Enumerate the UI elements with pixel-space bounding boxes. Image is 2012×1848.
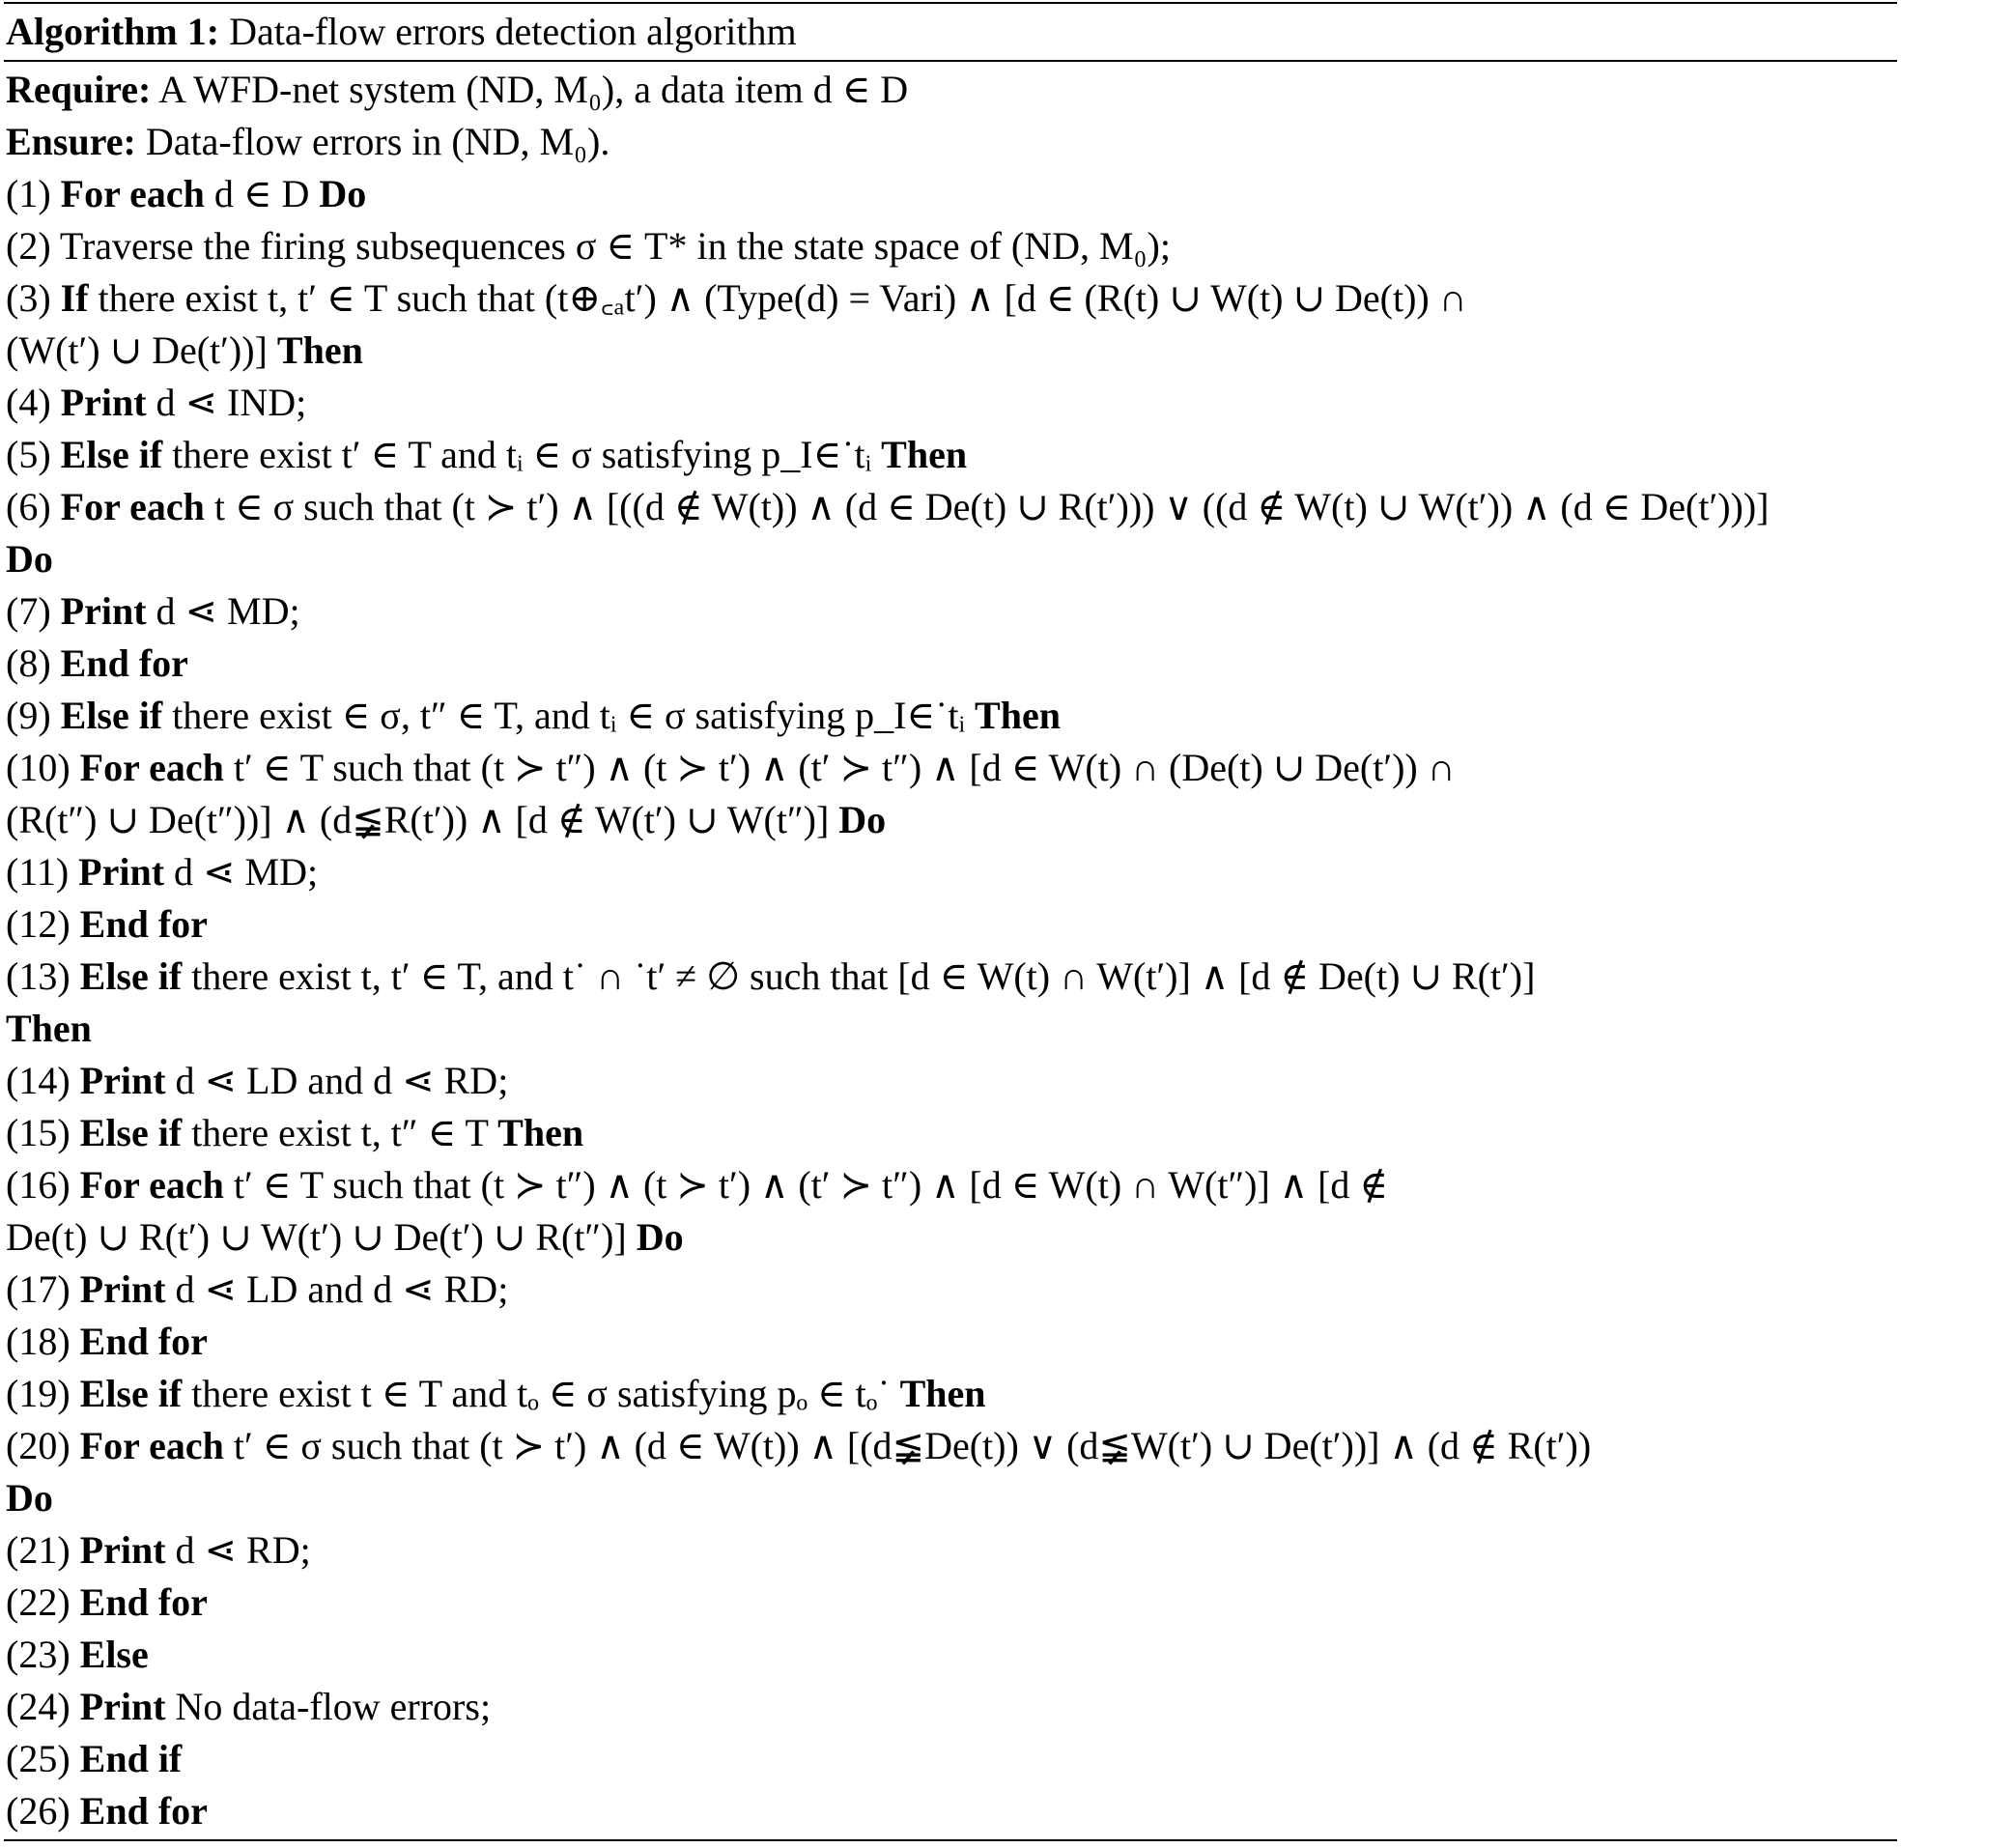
keyword: Ensure:: [6, 120, 136, 163]
line-text: (24): [6, 1685, 80, 1728]
keyword: Else if: [60, 433, 163, 476]
line-text: (9): [6, 694, 61, 737]
line-text: (3): [6, 276, 61, 320]
algorithm-line: [4, 64, 1897, 116]
line-text: (15): [6, 1111, 80, 1154]
line-text: No data-flow errors;: [165, 1685, 492, 1728]
line-text: d ⋖ MD;: [164, 850, 319, 894]
algorithm-line: [4, 638, 1897, 690]
algorithm-line: [4, 1524, 1897, 1577]
bottom-rule: [4, 1839, 1897, 1841]
line-text: d ⋖ MD;: [146, 589, 300, 633]
keyword: Then: [276, 328, 363, 372]
keyword: Then: [6, 1007, 92, 1050]
keyword: For each: [79, 1163, 224, 1207]
algorithm-line: [4, 585, 1897, 638]
line-text: (22): [6, 1580, 80, 1624]
keyword: Else if: [60, 694, 163, 737]
keyword: For each: [79, 746, 224, 789]
algorithm-body: [4, 62, 1897, 1837]
algorithm-line: [4, 1577, 1897, 1629]
line-text: (R(t″) ∪ De(t″))] ∧ (d≨R(t′)) ∧ [d ∉ W(t′) ∪ W(t″)]: [6, 798, 839, 841]
algorithm-line: [4, 951, 1897, 1003]
algorithm-line: [4, 1681, 1897, 1733]
line-text: d ⋖ LD and d ⋖ RD;: [165, 1267, 509, 1311]
algorithm-line: [4, 1264, 1897, 1316]
line-text: (25): [6, 1737, 80, 1780]
line-text: (W(t′) ∪ De(t′))]: [6, 328, 277, 372]
caption-label: Algorithm 1:: [6, 10, 220, 53]
algorithm-line: [4, 325, 1897, 377]
algorithm-line: [4, 220, 1897, 272]
algorithm-line: [4, 429, 1897, 481]
line-text: (14): [6, 1059, 80, 1102]
keyword: Do: [636, 1215, 684, 1259]
algorithm-line: [4, 690, 1897, 742]
line-text: (21): [6, 1528, 80, 1572]
line-text: Data-flow errors in (ND, M₀).: [135, 120, 610, 163]
caption-title: Data-flow errors detection algorithm: [219, 10, 797, 53]
keyword: Else if: [79, 1372, 183, 1415]
line-text: (16): [6, 1163, 80, 1207]
algorithm-line: [4, 1368, 1897, 1420]
algorithm-line: [4, 898, 1897, 951]
line-text: d ⋖ IND;: [146, 381, 307, 424]
line-text: (18): [6, 1320, 80, 1363]
line-text: t′ ∈ T such that (t ≻ t″) ∧ (t ≻ t′) ∧ (t′ ≻ t″) ∧ [d ∈ W(t) ∩ W(t″)] ∧ [d ∉: [223, 1163, 1388, 1207]
line-text: (10): [6, 746, 80, 789]
keyword: End for: [60, 641, 188, 685]
algorithm-box: [4, 2, 1897, 1841]
keyword: For each: [60, 485, 205, 528]
algorithm-line: [4, 377, 1897, 429]
line-text: (8): [6, 641, 61, 685]
keyword: For each: [60, 172, 205, 215]
line-text: (6): [6, 485, 61, 528]
keyword: End for: [79, 902, 208, 946]
keyword: Then: [497, 1111, 584, 1154]
line-text: there exist t′ ∈ T and tᵢ ∈ σ satisfying p_I∈˙tᵢ: [162, 433, 882, 476]
line-text: t′ ∈ σ such that (t ≻ t′) ∧ (d ∈ W(t)) ∧ [(d≨De(t)) ∨ (d≨W(t′) ∪ De(t′))] ∧ (d ∉ R(t′)): [223, 1424, 1592, 1467]
line-text: there exist t, t″ ∈ T: [182, 1111, 498, 1154]
line-text: t ∈ σ such that (t ≻ t′) ∧ [((d ∉ W(t)) ∧ (d ∈ De(t) ∪ R(t′))) ∨ ((d ∉ W(t) ∪ W(t′)) ∧ (d ∈ De(t′)))]: [204, 485, 1770, 528]
keyword: For each: [79, 1424, 224, 1467]
line-text: (1): [6, 172, 61, 215]
keyword: Then: [975, 694, 1061, 737]
line-text: (26): [6, 1789, 80, 1833]
line-text: there exist t, t′ ∈ T such that (t⊕꜀ₐt′) ∧ (Type(d) = Vari) ∧ [d ∈ (R(t) ∪ W(t) ∪ De(t)) ∩: [88, 276, 1467, 320]
keyword: Then: [881, 433, 968, 476]
keyword: Do: [838, 798, 887, 841]
algorithm-line: [4, 1055, 1897, 1107]
algorithm-line: [4, 168, 1897, 220]
keyword: Else if: [79, 954, 183, 998]
keyword: End for: [79, 1789, 208, 1833]
keyword: End if: [79, 1737, 183, 1780]
algorithm-line: [4, 1420, 1897, 1472]
algorithm-line: [4, 481, 1897, 533]
keyword: End for: [79, 1580, 208, 1624]
line-text: d ⋖ RD;: [165, 1528, 311, 1572]
line-text: De(t) ∪ R(t′) ∪ W(t′) ∪ De(t′) ∪ R(t″)]: [6, 1215, 637, 1259]
line-text: (5): [6, 433, 61, 476]
keyword: Print: [79, 1685, 166, 1728]
algorithm-line: [4, 1472, 1897, 1524]
line-text: d ∈ D: [204, 172, 320, 215]
keyword: Then: [899, 1372, 986, 1415]
line-text: (2) Traverse the firing subsequences σ ∈ T* in the state space of (ND, M₀);: [6, 224, 1171, 268]
line-text: d ⋖ LD and d ⋖ RD;: [165, 1059, 509, 1102]
line-text: (19): [6, 1372, 80, 1415]
algorithm-caption: [4, 4, 1897, 60]
algorithm-line: [4, 1211, 1897, 1264]
keyword: Do: [6, 1476, 53, 1520]
line-text: (11): [6, 850, 79, 894]
algorithm-line: [4, 1107, 1897, 1159]
line-text: there exist t, t′ ∈ T, and t˙ ∩ ˙t′ ≠ ∅ such that [d ∈ W(t) ∩ W(t′)] ∧ [d ∉ De(t) ∪ R(t′)]: [182, 954, 1536, 998]
algorithm-line: [4, 533, 1897, 585]
line-text: (17): [6, 1267, 80, 1311]
line-text: t′ ∈ T such that (t ≻ t″) ∧ (t ≻ t′) ∧ (t′ ≻ t″) ∧ [d ∈ W(t) ∩ (De(t) ∪ De(t′)) ∩: [223, 746, 1456, 789]
keyword: Print: [79, 1059, 166, 1102]
keyword: Else: [79, 1633, 149, 1676]
keyword: Else if: [79, 1111, 183, 1154]
line-text: (4): [6, 381, 61, 424]
line-text: (23): [6, 1633, 80, 1676]
keyword: Do: [6, 537, 53, 581]
keyword: End for: [79, 1320, 208, 1363]
keyword: Do: [319, 172, 367, 215]
algorithm-line: [4, 794, 1897, 846]
line-text: (20): [6, 1424, 80, 1467]
keyword: Print: [60, 381, 147, 424]
line-text: there exist ∈ σ, t″ ∈ T, and tᵢ ∈ σ satisfying p_I∈˙tᵢ: [162, 694, 976, 737]
algorithm-line: [4, 1159, 1897, 1211]
algorithm-line: [4, 1785, 1897, 1837]
algorithm-line: [4, 116, 1897, 168]
keyword: Print: [79, 1267, 166, 1311]
line-text: A WFD-net system (ND, M₀), a data item d ∈ D: [151, 68, 909, 111]
line-text: (13): [6, 954, 80, 998]
keyword: Print: [60, 589, 147, 633]
line-text: (12): [6, 902, 80, 946]
algorithm-line: [4, 272, 1897, 325]
keyword: Require:: [6, 68, 152, 111]
algorithm-line: [4, 742, 1897, 794]
algorithm-line: [4, 1629, 1897, 1681]
algorithm-line: [4, 1003, 1897, 1055]
algorithm-line: [4, 846, 1897, 898]
keyword: If: [60, 276, 89, 320]
keyword: Print: [79, 1528, 166, 1572]
algorithm-line: [4, 1733, 1897, 1785]
line-text: (7): [6, 589, 61, 633]
algorithm-line: [4, 1316, 1897, 1368]
line-text: there exist t ∈ T and tₒ ∈ σ satisfying pₒ ∈ tₒ˙: [182, 1372, 900, 1415]
keyword: Print: [78, 850, 165, 894]
